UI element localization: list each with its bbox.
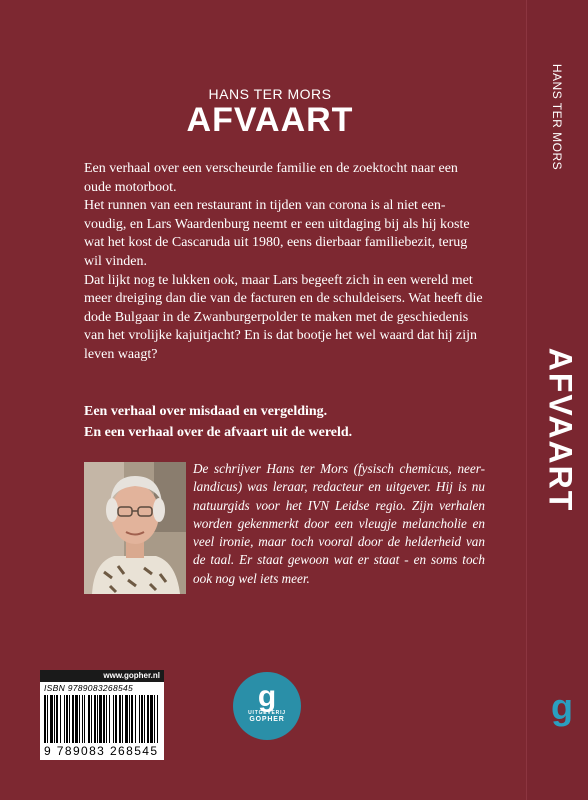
author-photo (84, 462, 186, 594)
barcode-bar (106, 695, 107, 743)
barcode-bar (129, 695, 130, 743)
tagline-line: Een verhaal over misdaad en vergelding. (84, 404, 328, 419)
barcode-bar (82, 695, 83, 743)
spine-title: AFVAART (542, 347, 579, 513)
publisher-logo-letter: g (257, 680, 277, 713)
barcode-bar (84, 695, 85, 743)
barcode-number: 9 789083 268545 (44, 744, 159, 758)
barcode-bar (125, 695, 128, 743)
publisher-url: www.gopher.nl (40, 670, 164, 682)
barcode-bar (44, 695, 46, 743)
barcode-bar (72, 695, 74, 743)
spine-logo-icon (547, 689, 577, 729)
blurb-paragraph: Het runnen van een restaurant in tijden van corona is al niet een-voudig, en Lars Waardenburg neemt er een uitdaging bij als hij koste wat het kost de Cascaruda uit 1980, eens dierbaar familiebezit, terug wil vinden. (84, 198, 470, 269)
publisher-line2: GOPHER (249, 716, 285, 723)
barcode-bar (135, 695, 136, 743)
barcode-bar (56, 695, 58, 743)
barcode-bar (122, 695, 123, 743)
blurb (84, 160, 484, 365)
publisher-badge-icon (232, 671, 302, 741)
blurb-paragraph: Dat lijkt nog te lukken ook, maar Lars begeeft zich in een wereld met meer dreiging dan die van de facturen en de schuldeisers. Wat heeft die dode Bulgaar in de Zwanburgerpolder te maken met de geschiedenis van het vrolijke kajuitjacht? En is dat bootje het wel waard dat hij zijn leven waagt? (84, 272, 483, 362)
book-title: AFVAART (186, 101, 354, 139)
tagline (84, 401, 484, 443)
blurb-paragraph: Een verhaal over een verscheurde familie en de zoektocht naar een oude motorboot. (84, 161, 458, 195)
barcode-bar (113, 695, 114, 743)
barcode-bar (144, 695, 145, 743)
spine-author: HANS TER MORS (550, 63, 564, 171)
barcode-bar (69, 695, 70, 743)
spine-logo-letter: g (551, 689, 573, 727)
barcode-bar (66, 695, 68, 743)
barcode-bar (97, 695, 98, 743)
barcode-bar (157, 695, 158, 743)
barcode-bar (115, 695, 117, 743)
barcode-bar (94, 695, 96, 743)
barcode-bar (119, 695, 121, 743)
publisher-line1: UITGEVERIJ (248, 710, 286, 716)
barcode-bar (139, 695, 140, 743)
barcode-bar (147, 695, 149, 743)
barcode-bar (109, 695, 110, 743)
barcode-bar (150, 695, 153, 743)
barcode-bar (64, 695, 65, 743)
isbn-barcode (40, 670, 164, 760)
barcode-bar (141, 695, 143, 743)
barcode-bar (91, 695, 92, 743)
barcode-bar (99, 695, 102, 743)
barcode-bar (60, 695, 61, 743)
barcode-bar (88, 695, 90, 743)
barcode-bar (47, 695, 48, 743)
barcode-bar (50, 695, 53, 743)
tagline-line: En een verhaal over de afvaart uit de wereld. (84, 425, 353, 440)
barcode-bar (79, 695, 80, 743)
barcode-bar (103, 695, 105, 743)
barcode-bar (75, 695, 78, 743)
barcode-bar (154, 695, 155, 743)
barcode-bar (131, 695, 133, 743)
author-name: HANS TER MORS (208, 86, 332, 102)
barcode-bar (54, 695, 55, 743)
publisher-logo (232, 671, 302, 741)
isbn-label: ISBN 9789083268545 (44, 683, 134, 693)
author-bio: De schrijver Hans ter Mors (fysisch chemicus, neer-landicus) was leraar, redacteur en uitgever. Hij is nu natuurgids voor het IVN Leidse regio. Zijn verhalen worden gekenmerkt door een vleugje melancholie en veel ironie, maar toch vooral door de helderheid van de taal. Er staat gewoon wat er staat - en soms toch ook nog wel iets meer. (193, 461, 485, 586)
barcode-bars (44, 695, 160, 743)
